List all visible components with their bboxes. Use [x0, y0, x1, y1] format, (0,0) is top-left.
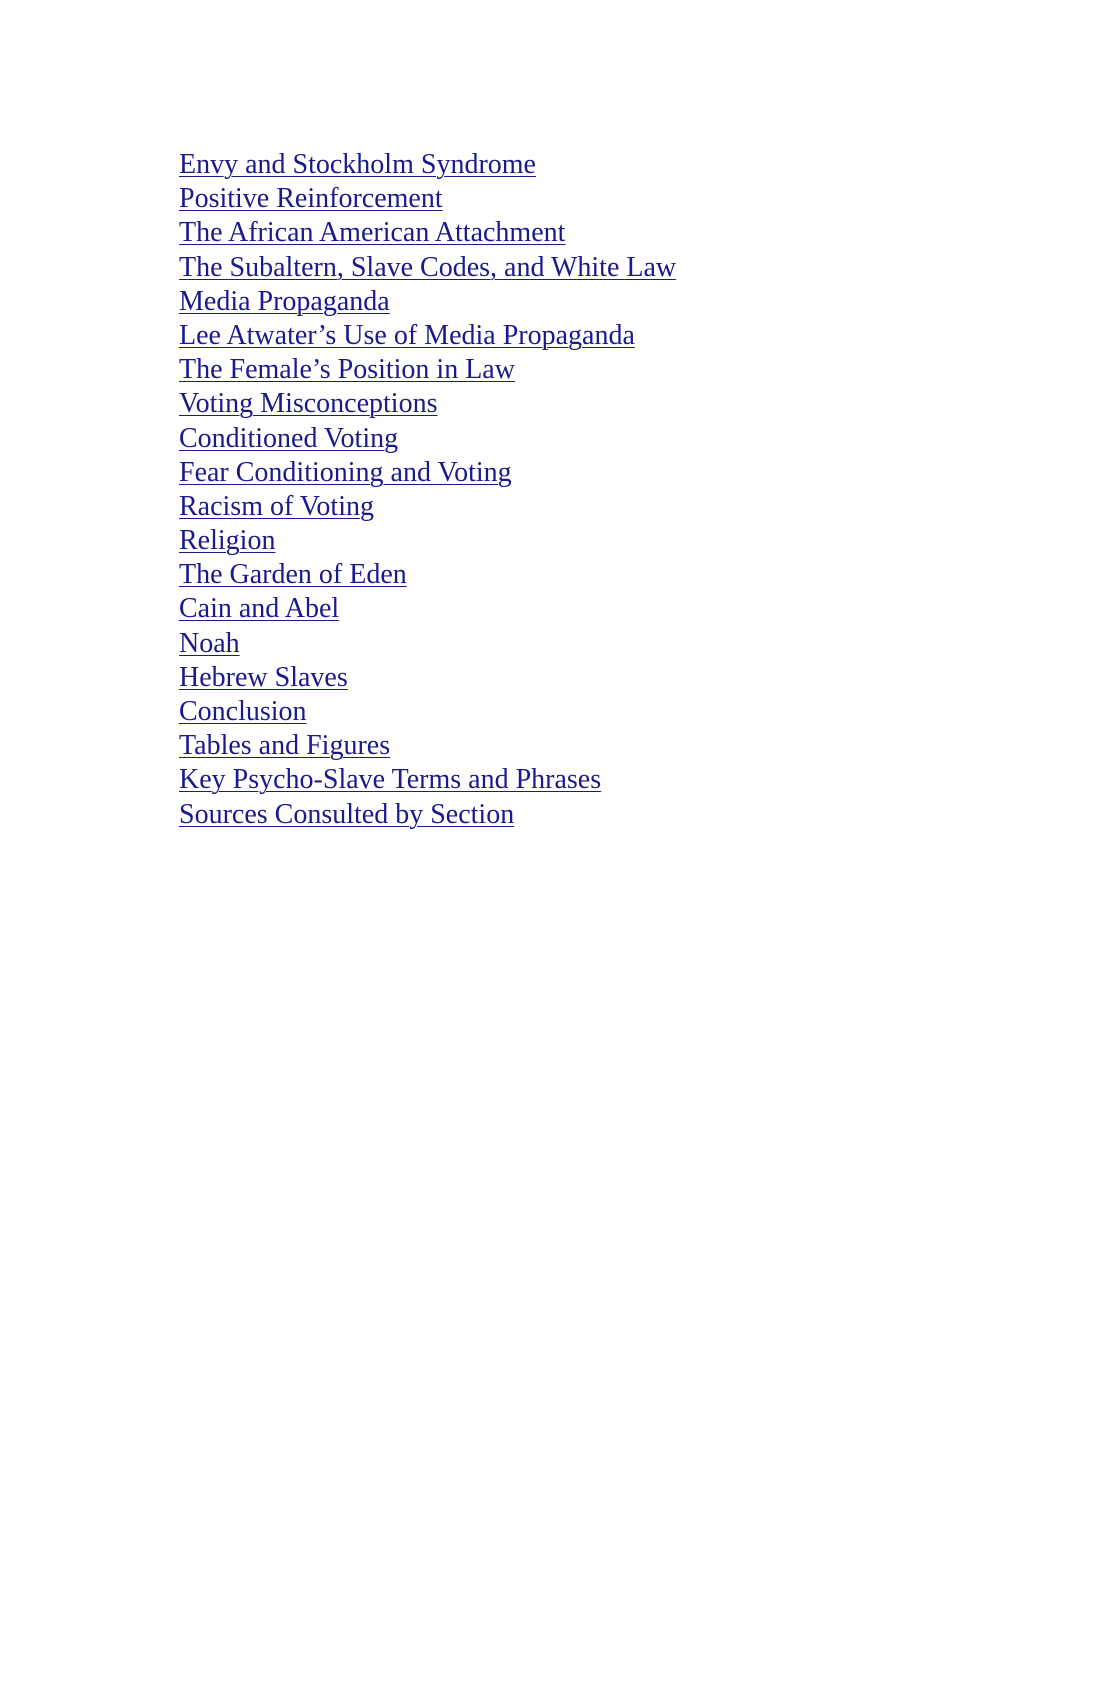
toc-link-lee-atwater-media-propaganda[interactable]: Lee Atwater’s Use of Media Propaganda — [179, 319, 635, 351]
toc-item — [179, 490, 676, 524]
toc-link-conditioned-voting[interactable]: Conditioned Voting — [179, 422, 399, 454]
toc-link-african-american-attachment[interactable]: The African American Attachment — [179, 217, 566, 249]
table-of-contents — [179, 148, 676, 832]
toc-item — [179, 148, 676, 182]
toc-link-tables-and-figures[interactable]: Tables and Figures — [179, 730, 391, 762]
toc-item — [179, 695, 676, 729]
toc-item — [179, 763, 676, 797]
toc-item — [179, 627, 676, 661]
toc-link-religion[interactable]: Religion — [179, 525, 276, 557]
toc-link-cain-and-abel[interactable]: Cain and Abel — [179, 593, 340, 625]
toc-link-positive-reinforcement[interactable]: Positive Reinforcement — [179, 183, 443, 215]
toc-item — [179, 661, 676, 695]
toc-link-key-psycho-slave-terms[interactable]: Key Psycho-Slave Terms and Phrases — [179, 764, 602, 796]
toc-link-voting-misconceptions[interactable]: Voting Misconceptions — [179, 388, 438, 420]
toc-item — [179, 524, 676, 558]
toc-link-subaltern-slave-codes-white-law[interactable]: The Subaltern, Slave Codes, and White Law — [179, 251, 677, 283]
toc-item — [179, 456, 676, 490]
toc-item — [179, 422, 676, 456]
toc-link-media-propaganda[interactable]: Media Propaganda — [179, 285, 390, 317]
toc-item — [179, 798, 676, 832]
toc-item — [179, 729, 676, 763]
toc-link-racism-of-voting[interactable]: Racism of Voting — [179, 490, 374, 522]
toc-item — [179, 353, 676, 387]
toc-item — [179, 216, 676, 250]
toc-link-hebrew-slaves[interactable]: Hebrew Slaves — [179, 661, 348, 693]
toc-link-fear-conditioning-and-voting[interactable]: Fear Conditioning and Voting — [179, 456, 512, 488]
toc-link-noah[interactable]: Noah — [179, 627, 240, 659]
toc-link-garden-of-eden[interactable]: The Garden of Eden — [179, 559, 407, 591]
toc-item — [179, 387, 676, 421]
toc-link-sources-consulted[interactable]: Sources Consulted by Section — [179, 798, 515, 830]
toc-item — [179, 251, 676, 285]
toc-link-conclusion[interactable]: Conclusion — [179, 696, 307, 727]
toc-link-female-position-in-law[interactable]: The Female’s Position in Law — [179, 354, 515, 386]
toc-link-envy-and-stockholm-syndrome[interactable]: Envy and Stockholm Syndrome — [179, 149, 536, 180]
toc-item — [179, 558, 676, 592]
toc-item — [179, 592, 676, 626]
toc-item — [179, 182, 676, 216]
toc-item — [179, 285, 676, 319]
toc-item — [179, 319, 676, 353]
